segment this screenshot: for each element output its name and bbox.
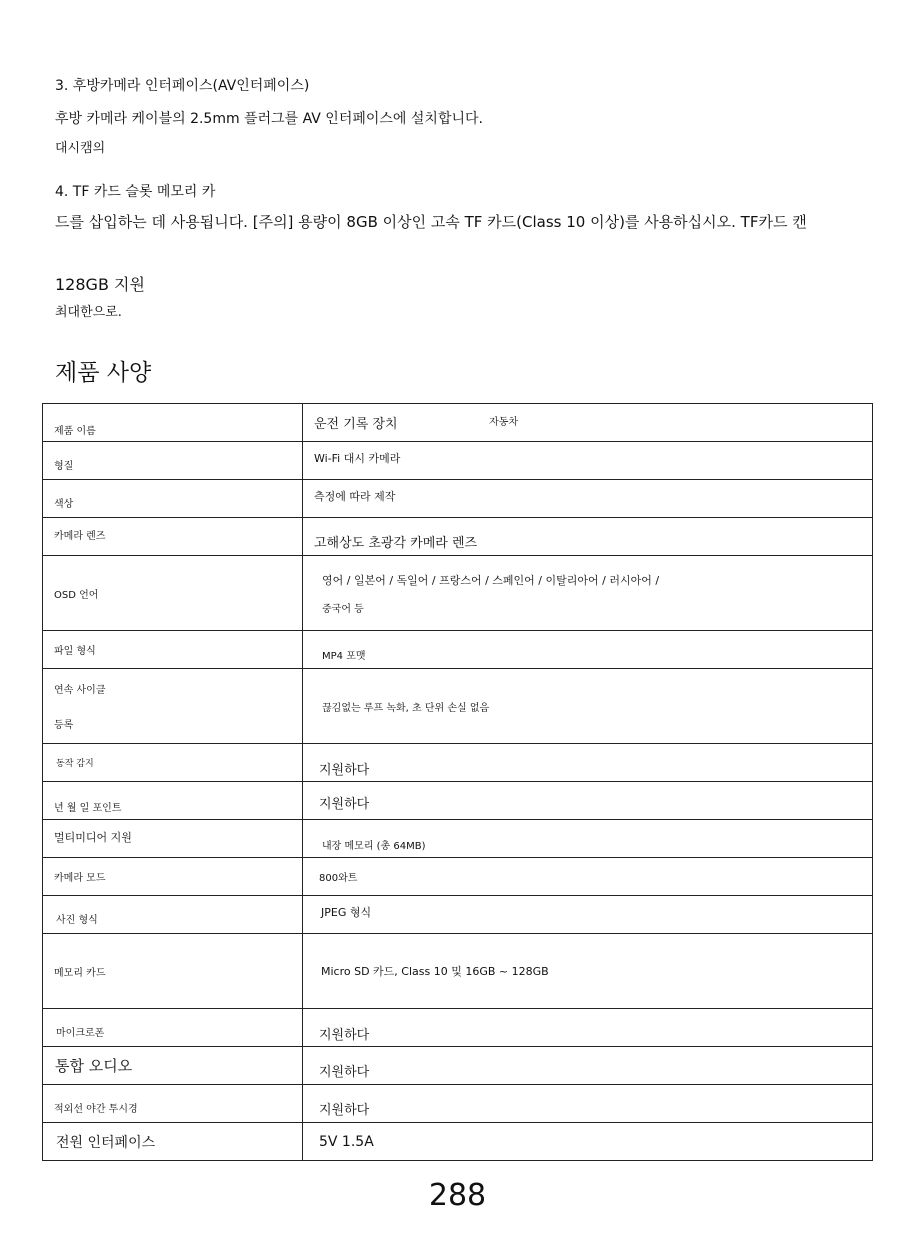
table-row (43, 858, 873, 896)
spec-key: 형질 (43, 442, 303, 480)
spec-key: 카메라 렌즈 (43, 518, 303, 556)
table-row (43, 480, 873, 518)
spec-value-extra: 자동차 (489, 417, 519, 428)
spec-value-cell (303, 404, 873, 442)
table-row (43, 1009, 873, 1047)
table-row (43, 404, 873, 442)
tf-heading: 4. TF 카드 슬롯 메모리 카 (55, 184, 216, 200)
spec-value: 지원하다 (303, 782, 873, 820)
table-row (43, 1047, 873, 1085)
spec-value: 지원하다 (303, 1009, 873, 1047)
spec-key: 메모리 카드 (43, 934, 303, 1009)
table-row (43, 744, 873, 782)
spec-value: MP4 포맷 (303, 631, 873, 669)
spec-key: 연속 사이클 (54, 685, 106, 696)
table-row (43, 896, 873, 934)
tf-support: 128GB 지원 (55, 275, 145, 294)
spec-value: Wi-Fi 대시 카메라 (303, 442, 873, 480)
spec-key-2: 등록 (54, 720, 74, 731)
spec-key: 적외선 야간 투시경 (43, 1085, 303, 1123)
spec-key: 카메라 모드 (43, 858, 303, 896)
spec-value: 운전 기록 장치 (314, 417, 398, 432)
spec-value: 지원하다 (303, 1047, 873, 1085)
table-row (43, 442, 873, 480)
spec-key: 사진 형식 (43, 896, 303, 934)
spec-key: 색상 (43, 480, 303, 518)
spec-value: JPEG 형식 (303, 896, 873, 934)
dashcam-text: 대시캠의 (55, 141, 106, 156)
spec-key-cell (43, 669, 303, 744)
spec-value: 끊김없는 루프 녹화, 초 단위 손실 없음 (303, 669, 873, 744)
table-row (43, 631, 873, 669)
table-row (43, 556, 873, 631)
spec-value: 5V 1.5A (303, 1123, 873, 1161)
spec-table (42, 403, 873, 1161)
spec-key: 전원 인터페이스 (43, 1123, 303, 1161)
table-row (43, 669, 873, 744)
spec-key: 동작 감지 (43, 744, 303, 782)
table-row (43, 518, 873, 556)
spec-key: 마이크로폰 (43, 1009, 303, 1047)
spec-value-cell (303, 556, 873, 631)
spec-value: 내장 메모리 (총 64MB) (303, 820, 873, 858)
table-row (43, 1085, 873, 1123)
spec-key: 멀티미디어 지원 (43, 820, 303, 858)
spec-value: 영어 / 일본어 / 독일어 / 프랑스어 / 스페인어 / 이탈리아어 / 러시아어 / (322, 573, 660, 587)
table-row (43, 1123, 873, 1161)
spec-key: 통합 오디오 (43, 1047, 303, 1085)
spec-value-2: 중국어 등 (322, 603, 364, 615)
table-row (43, 934, 873, 1009)
spec-key: 년 월 일 포인트 (43, 782, 303, 820)
page-number: 288 (428, 1178, 487, 1213)
rear-camera-heading: 3. 후방카메라 인터페이스(AV인터페이스) (55, 78, 310, 94)
spec-key: 제품 이름 (43, 404, 303, 442)
spec-value: 측정에 따라 제작 (303, 480, 873, 518)
tf-text: 드를 삽입하는 데 사용됩니다. [주의] 용량이 8GB 이상인 고속 TF 카드(Class 10 이상)를 사용하십시오. TF카드 캔 (55, 213, 807, 231)
spec-value: 800와트 (303, 858, 873, 896)
spec-value: 고해상도 초광각 카메라 렌즈 (303, 518, 873, 556)
spec-key: 파일 형식 (43, 631, 303, 669)
rear-camera-text: 후방 카메라 케이블의 2.5mm 플러그를 AV 인터페이스에 설치합니다. (55, 111, 483, 127)
spec-key: OSD 언어 (43, 556, 303, 631)
table-row (43, 820, 873, 858)
spec-value: Micro SD 카드, Class 10 및 16GB ~ 128GB (303, 934, 873, 1009)
table-row (43, 782, 873, 820)
spec-value: 지원하다 (303, 1085, 873, 1123)
tf-max: 최대한으로. (55, 305, 122, 320)
spec-title: 제품 사양 (55, 360, 152, 386)
spec-value: 지원하다 (303, 744, 873, 782)
